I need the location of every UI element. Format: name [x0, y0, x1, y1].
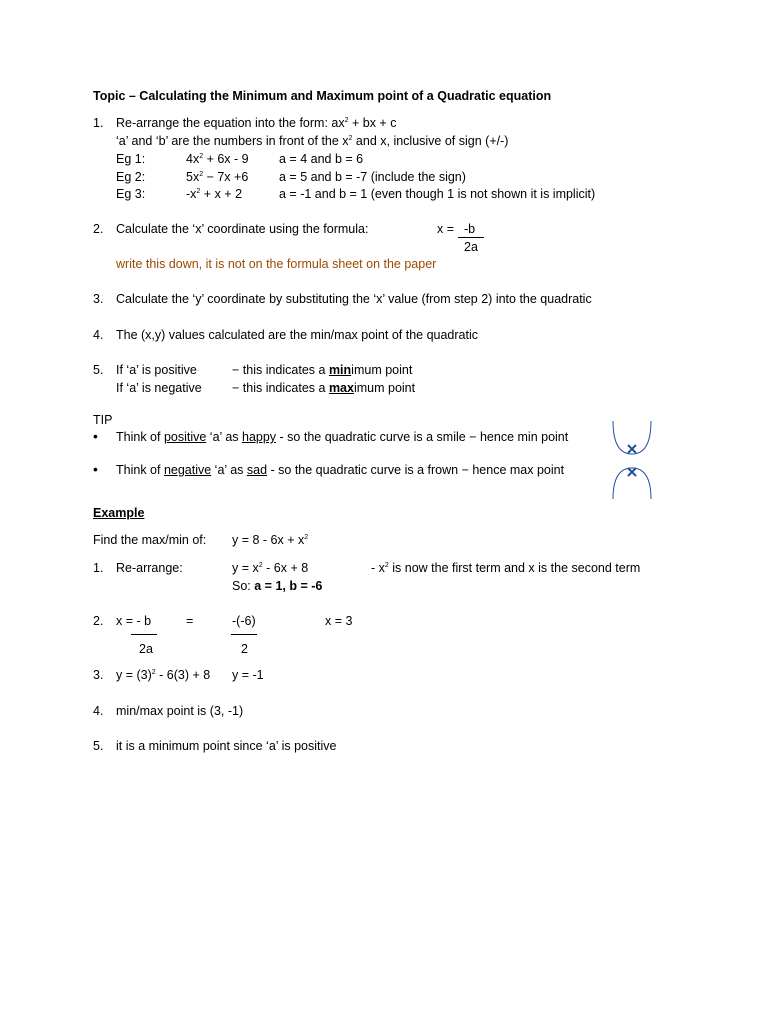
example-step-1-label: Re-arrange: — [116, 561, 183, 575]
step-5-number: 5. — [93, 363, 104, 377]
example-step-1-coefficients: So: a = 1, b = -6 — [232, 579, 323, 593]
example-3-label: Eg 3: — [116, 187, 146, 201]
step-1-text: Re-arrange the equation into the form: $ax^2$ + bx + c — [116, 116, 397, 130]
step-4-text: The (x,y) values calculated are the min/max point of the quadratic — [116, 328, 478, 342]
formula-lhs: x = — [437, 222, 455, 236]
negative-a-label: If ‘a’ is negative — [116, 381, 202, 395]
example-2-label: Eg 2: — [116, 170, 146, 184]
step-1-number: 1. — [93, 116, 104, 130]
example-step-3-expression: $y = (3)^2 - 6(3) + 8$ — [116, 668, 211, 682]
example-step-2-numerator: -(-6) — [232, 614, 256, 628]
example-step-2-equals: = — [186, 614, 194, 628]
example-step-2-fraction-line-2 — [231, 634, 257, 635]
example-1-label: Eg 1: — [116, 152, 146, 166]
step-3-number: 3. — [93, 292, 104, 306]
example-step-2-denominator: 2 — [241, 642, 248, 656]
example-step-4-number: 4. — [93, 704, 104, 718]
example-step-4-text: min/max point is (3, -1) — [116, 704, 244, 718]
example-2-note: a = 5 and b = -7 (include the sign) — [279, 170, 466, 184]
tip-bullet-1: • — [93, 428, 98, 444]
example-1-note: a = 4 and b = 6 — [279, 152, 364, 166]
example-step-5-text: it is a minimum point since ‘a’ is positive — [116, 739, 337, 753]
example-step-2-result: x = 3 — [325, 614, 353, 628]
step-1-explanation: ‘a’ and ‘b’ are the numbers in front of the $x^2$ and x, inclusive of sign (+/-) — [116, 134, 509, 148]
formula-denominator: 2a — [464, 240, 478, 254]
step-3-text: Calculate the ‘y’ coordinate by substituting the ‘x’ value (from step 2) into the quadratic — [116, 292, 592, 306]
example-3-note: a = -1 and b = 1 (even though 1 is not shown it is implicit) — [279, 187, 596, 201]
example-3-expression: $-x^2 + x + 2$ — [186, 187, 243, 201]
tip-negative-sad: Think of negative ‘a’ as sad - so the quadratic curve is a frown − hence max point — [116, 463, 565, 477]
formula-fraction-line — [458, 237, 484, 238]
formula-sheet-note: write this down, it is not on the formula sheet on the paper — [116, 257, 437, 271]
formula-numerator: -b — [464, 222, 476, 236]
example-step-1-expression: $y = x^2 - 6x + 8$ — [232, 561, 309, 575]
example-step-2-fraction-line-1 — [131, 634, 157, 635]
step-2-number: 2. — [93, 222, 104, 236]
step-4-number: 4. — [93, 328, 104, 342]
tip-heading: TIP — [93, 413, 113, 427]
example-step-2-lhs-denominator: 2a — [139, 642, 153, 656]
tip-bullet-2: • — [93, 461, 98, 477]
example-equation: $y = 8 - 6x + x^2$ — [232, 533, 309, 547]
tip-positive-happy: Think of positive ‘a’ as happy - so the quadratic curve is a smile − hence min point — [116, 430, 569, 444]
example-heading: Example — [93, 506, 145, 520]
example-2-expression: $5x^2 - 7x +6$ — [186, 170, 249, 184]
example-1-expression: $4x^2 + 6x - 9$ — [186, 152, 249, 166]
example-step-3-result: y = -1 — [232, 668, 264, 682]
example-find-label: Find the max/min of: — [93, 533, 207, 547]
step-2-text: Calculate the ‘x’ coordinate using the formula: — [116, 222, 369, 236]
example-step-1-number: 1. — [93, 561, 104, 575]
positive-a-result: − this indicates a minimum point — [232, 363, 413, 377]
negative-a-result: − this indicates a maximum point — [232, 381, 416, 395]
smile-curve-icon — [608, 418, 656, 458]
frown-curve-icon — [608, 462, 656, 502]
example-step-3-number: 3. — [93, 668, 104, 682]
example-step-2-lhs: x = - b — [116, 614, 152, 628]
example-step-5-number: 5. — [93, 739, 104, 753]
example-step-2-number: 2. — [93, 614, 104, 628]
positive-a-label: If ‘a’ is positive — [116, 363, 197, 377]
example-step-1-note: - $x^2$ is now the first term and x is the second term — [371, 561, 641, 575]
page-title: Topic – Calculating the Minimum and Maximum point of a Quadratic equation — [93, 89, 552, 103]
